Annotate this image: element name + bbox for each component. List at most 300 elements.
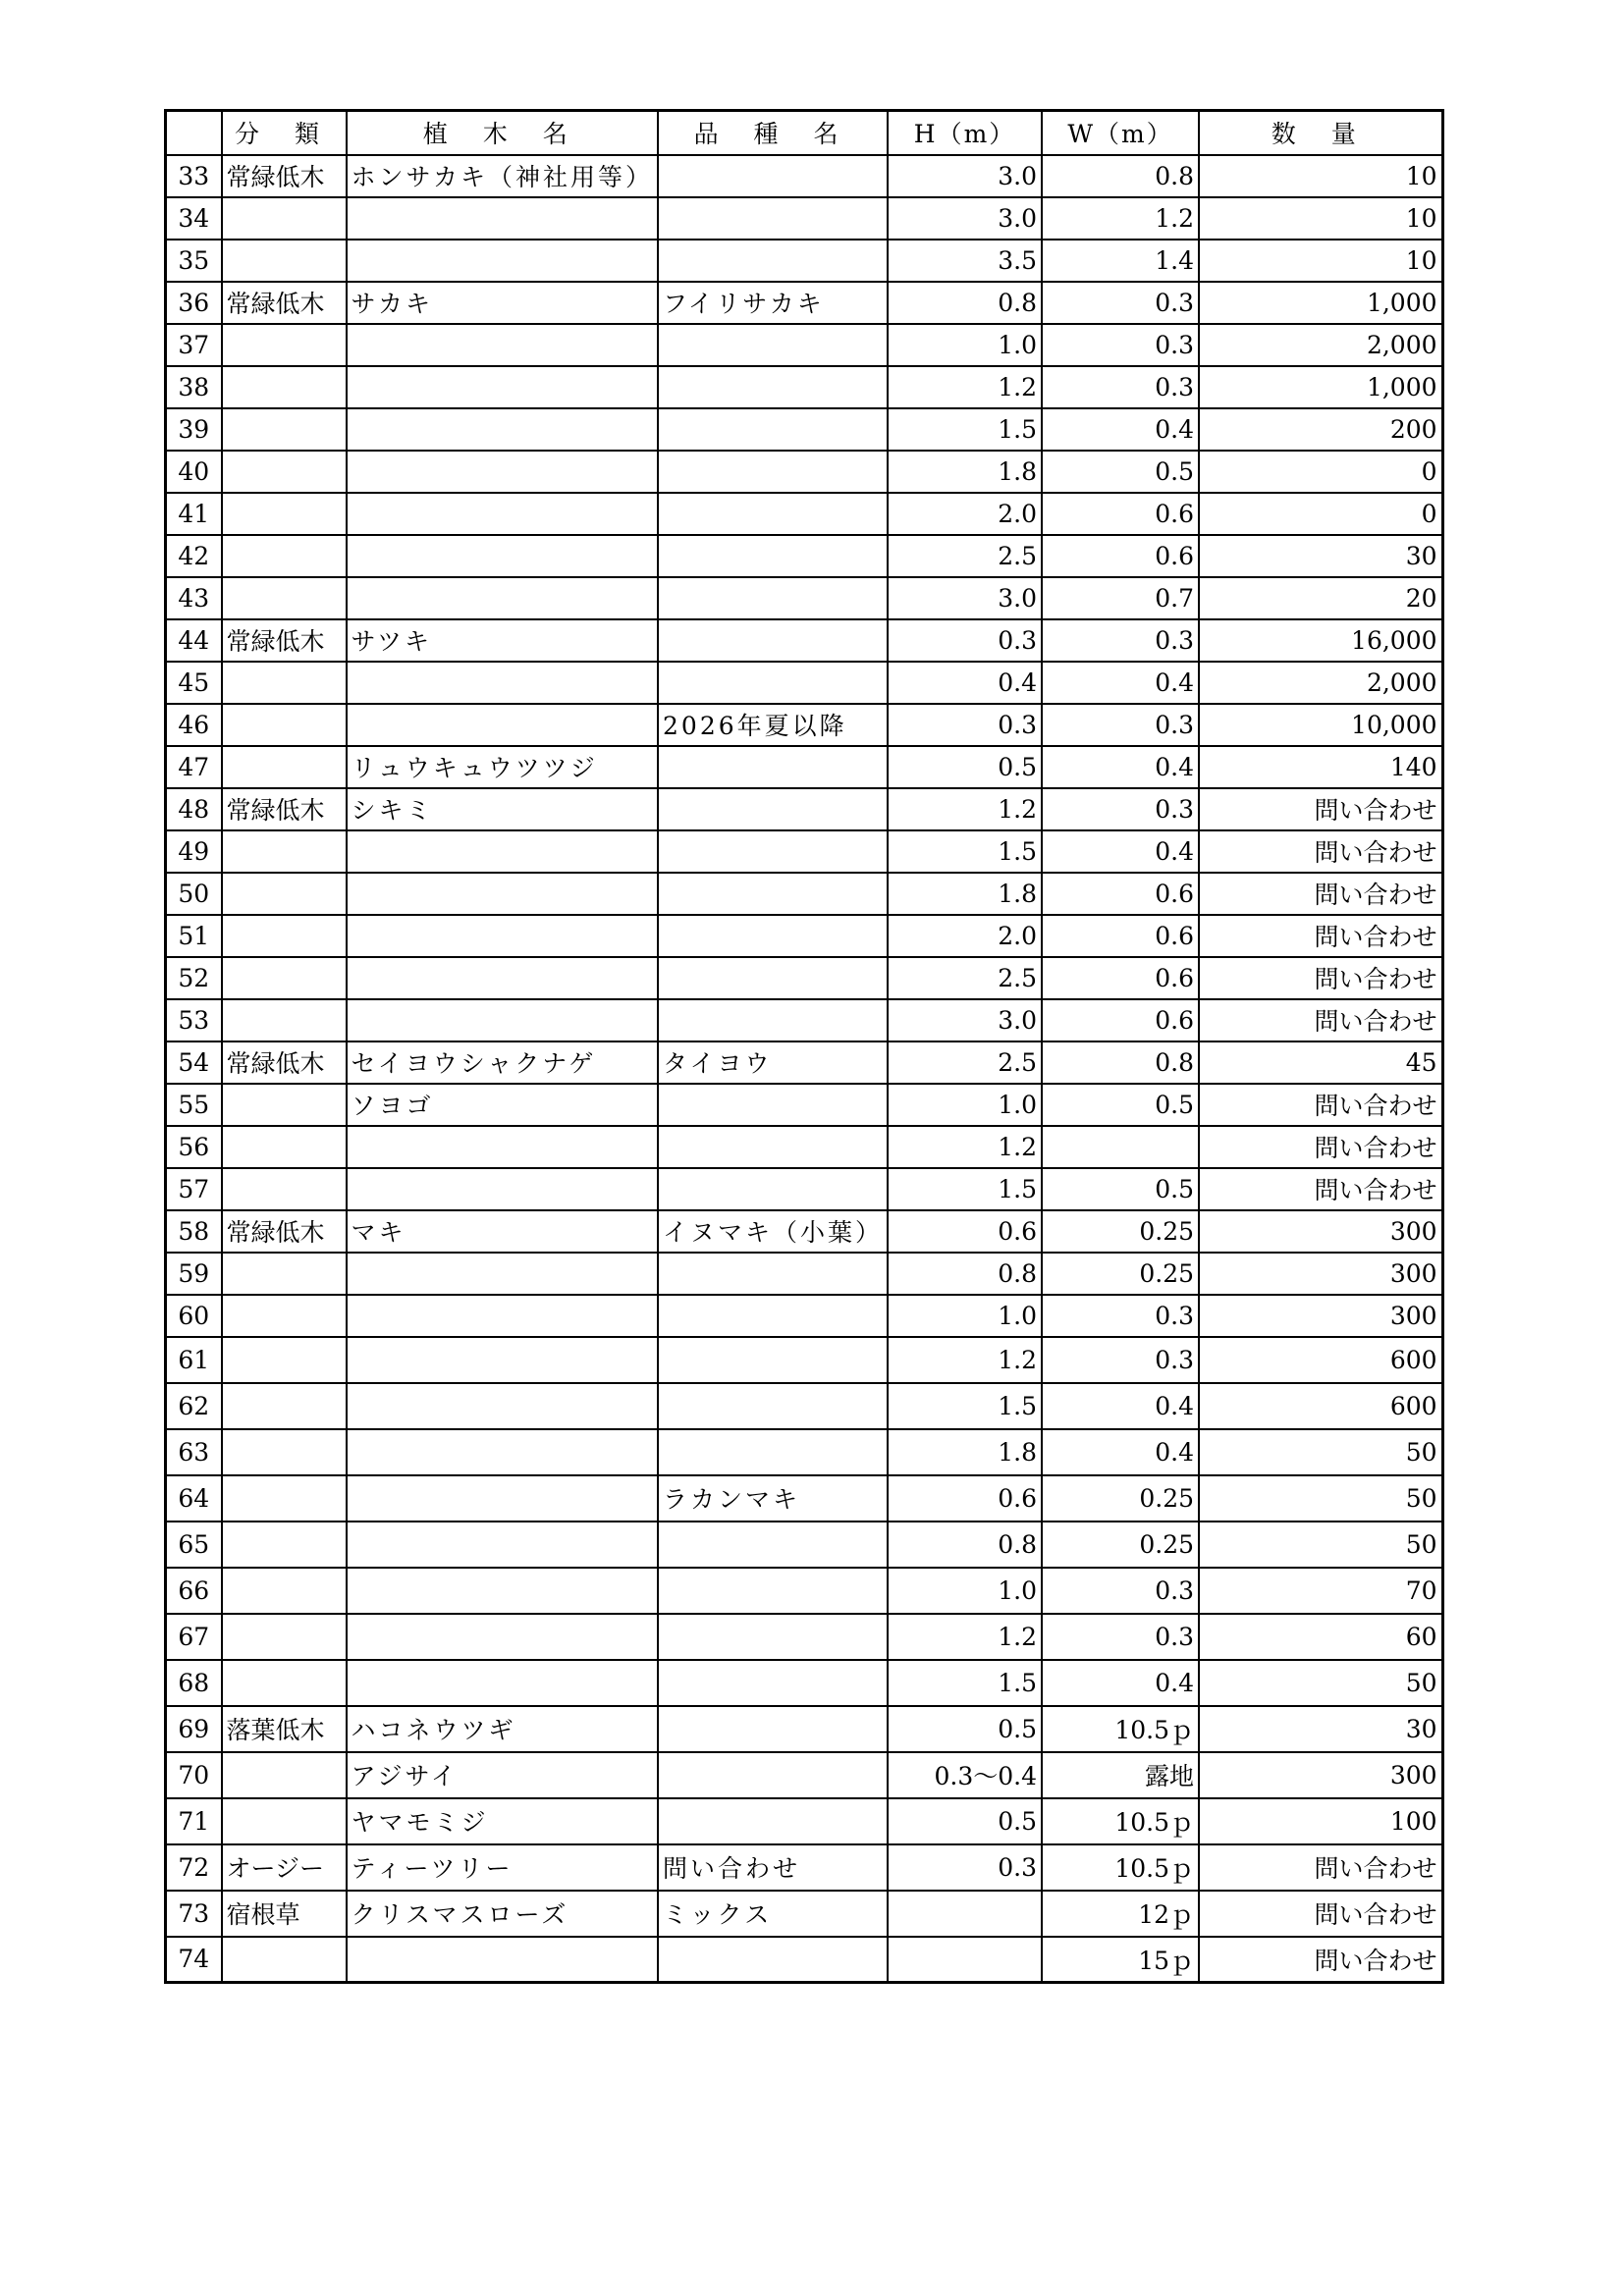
- quantity-cell: 50: [1199, 1522, 1442, 1568]
- width-cell: 0.5: [1042, 1168, 1199, 1210]
- variety-cell: [658, 746, 888, 788]
- plant-name-cell: [347, 366, 659, 408]
- plant-name-cell: リュウキュウツツジ: [347, 746, 659, 788]
- width-cell: 0.4: [1042, 830, 1199, 873]
- header-width: W（m）: [1042, 111, 1199, 155]
- variety-cell: [658, 915, 888, 957]
- height-cell: 1.8: [888, 451, 1042, 493]
- height-cell: 1.2: [888, 366, 1042, 408]
- row-number: 61: [166, 1337, 222, 1383]
- quantity-cell: 2,000: [1199, 662, 1442, 704]
- variety-cell: イヌマキ（小葉）: [658, 1210, 888, 1253]
- table-row: [166, 619, 1443, 662]
- plant-name-cell: [347, 240, 659, 282]
- plant-name-cell: [347, 1253, 659, 1295]
- height-cell: 0.5: [888, 1798, 1042, 1844]
- row-number: 45: [166, 662, 222, 704]
- plant-name-cell: [347, 873, 659, 915]
- category-cell: [222, 1568, 347, 1614]
- table-row: [166, 830, 1443, 873]
- category-cell: [222, 451, 347, 493]
- width-cell: 10.5ｐ: [1042, 1706, 1199, 1752]
- quantity-cell: 50: [1199, 1660, 1442, 1706]
- quantity-cell: 問い合わせ: [1199, 1891, 1442, 1937]
- quantity-cell: 問い合わせ: [1199, 1084, 1442, 1126]
- category-cell: [222, 1295, 347, 1337]
- category-cell: 常緑低木: [222, 155, 347, 197]
- quantity-cell: 70: [1199, 1568, 1442, 1614]
- category-cell: [222, 746, 347, 788]
- row-number: 40: [166, 451, 222, 493]
- plant-name-cell: ソヨゴ: [347, 1084, 659, 1126]
- height-cell: 1.0: [888, 1295, 1042, 1337]
- table-row: [166, 1295, 1443, 1337]
- width-cell: 0.3: [1042, 366, 1199, 408]
- width-cell: 0.3: [1042, 788, 1199, 830]
- height-cell: 1.0: [888, 1084, 1042, 1126]
- table-row: [166, 535, 1443, 577]
- plant-name-cell: サツキ: [347, 619, 659, 662]
- category-cell: [222, 1383, 347, 1429]
- header-plant-name: 植 木 名: [347, 111, 659, 155]
- width-cell: 10.5ｐ: [1042, 1798, 1199, 1844]
- table-row: [166, 155, 1443, 197]
- row-number: 58: [166, 1210, 222, 1253]
- category-cell: 常緑低木: [222, 619, 347, 662]
- variety-cell: [658, 535, 888, 577]
- row-number: 48: [166, 788, 222, 830]
- row-number: 68: [166, 1660, 222, 1706]
- category-cell: [222, 662, 347, 704]
- plant-name-cell: [347, 1660, 659, 1706]
- width-cell: 0.4: [1042, 1383, 1199, 1429]
- variety-cell: [658, 240, 888, 282]
- plant-name-cell: [347, 1614, 659, 1660]
- height-cell: 0.4: [888, 662, 1042, 704]
- plant-name-cell: [347, 1568, 659, 1614]
- quantity-cell: 問い合わせ: [1199, 830, 1442, 873]
- variety-cell: [658, 957, 888, 999]
- variety-cell: [658, 451, 888, 493]
- quantity-cell: 200: [1199, 408, 1442, 451]
- width-cell: 0.3: [1042, 1568, 1199, 1614]
- variety-cell: [658, 1568, 888, 1614]
- table-row: [166, 1660, 1443, 1706]
- height-cell: 3.0: [888, 577, 1042, 619]
- row-number: 53: [166, 999, 222, 1041]
- table-row: [166, 957, 1443, 999]
- plant-name-cell: [347, 1429, 659, 1475]
- table-row: [166, 1429, 1443, 1475]
- height-cell: 0.8: [888, 1253, 1042, 1295]
- table-row: [166, 788, 1443, 830]
- width-cell: 0.8: [1042, 155, 1199, 197]
- width-cell: 0.3: [1042, 1295, 1199, 1337]
- variety-cell: [658, 1126, 888, 1168]
- plant-name-cell: [347, 915, 659, 957]
- category-cell: [222, 999, 347, 1041]
- quantity-cell: 20: [1199, 577, 1442, 619]
- width-cell: 露地: [1042, 1752, 1199, 1798]
- row-number: 57: [166, 1168, 222, 1210]
- table-row: [166, 873, 1443, 915]
- category-cell: [222, 408, 347, 451]
- variety-cell: [658, 1798, 888, 1844]
- quantity-cell: 50: [1199, 1475, 1442, 1522]
- category-cell: [222, 1168, 347, 1210]
- height-cell: [888, 1937, 1042, 1983]
- table-row: [166, 915, 1443, 957]
- row-number: 36: [166, 282, 222, 324]
- plant-name-cell: [347, 493, 659, 535]
- height-cell: 0.6: [888, 1210, 1042, 1253]
- variety-cell: [658, 324, 888, 366]
- width-cell: 1.2: [1042, 197, 1199, 240]
- row-number: 74: [166, 1937, 222, 1983]
- height-cell: 0.3: [888, 704, 1042, 746]
- height-cell: 1.2: [888, 1337, 1042, 1383]
- table-row: [166, 1706, 1443, 1752]
- table-row: [166, 408, 1443, 451]
- width-cell: 0.25: [1042, 1210, 1199, 1253]
- row-number: 73: [166, 1891, 222, 1937]
- category-cell: [222, 830, 347, 873]
- variety-cell: [658, 830, 888, 873]
- width-cell: 0.7: [1042, 577, 1199, 619]
- row-number: 37: [166, 324, 222, 366]
- variety-cell: [658, 1706, 888, 1752]
- quantity-cell: 問い合わせ: [1199, 915, 1442, 957]
- table-row: [166, 493, 1443, 535]
- category-cell: [222, 535, 347, 577]
- variety-cell: 問い合わせ: [658, 1844, 888, 1891]
- table-row: [166, 324, 1443, 366]
- width-cell: 15ｐ: [1042, 1937, 1199, 1983]
- category-cell: [222, 366, 347, 408]
- height-cell: 3.0: [888, 197, 1042, 240]
- quantity-cell: 問い合わせ: [1199, 999, 1442, 1041]
- category-cell: [222, 1798, 347, 1844]
- table-row: [166, 1937, 1443, 1983]
- width-cell: 0.6: [1042, 999, 1199, 1041]
- height-cell: 2.5: [888, 535, 1042, 577]
- height-cell: 0.3: [888, 619, 1042, 662]
- quantity-cell: 600: [1199, 1337, 1442, 1383]
- header-category: 分 類: [222, 111, 347, 155]
- table-row: [166, 1568, 1443, 1614]
- quantity-cell: 600: [1199, 1383, 1442, 1429]
- category-cell: 常緑低木: [222, 282, 347, 324]
- row-number: 69: [166, 1706, 222, 1752]
- variety-cell: [658, 1614, 888, 1660]
- variety-cell: [658, 1084, 888, 1126]
- row-number: 35: [166, 240, 222, 282]
- row-number: 64: [166, 1475, 222, 1522]
- plant-name-cell: [347, 1126, 659, 1168]
- table-row: [166, 1253, 1443, 1295]
- table-body: [166, 155, 1443, 1983]
- quantity-cell: 10,000: [1199, 704, 1442, 746]
- quantity-cell: 300: [1199, 1295, 1442, 1337]
- variety-cell: [658, 788, 888, 830]
- variety-cell: [658, 1383, 888, 1429]
- width-cell: 0.4: [1042, 408, 1199, 451]
- quantity-cell: 45: [1199, 1041, 1442, 1084]
- row-number: 66: [166, 1568, 222, 1614]
- quantity-cell: 問い合わせ: [1199, 1937, 1442, 1983]
- plant-name-cell: [347, 1383, 659, 1429]
- variety-cell: [658, 155, 888, 197]
- plant-name-cell: [347, 1937, 659, 1983]
- category-cell: [222, 493, 347, 535]
- row-number: 71: [166, 1798, 222, 1844]
- row-number: 50: [166, 873, 222, 915]
- plant-name-cell: [347, 662, 659, 704]
- table-row: [166, 1041, 1443, 1084]
- height-cell: 0.6: [888, 1475, 1042, 1522]
- quantity-cell: 30: [1199, 1706, 1442, 1752]
- category-cell: 常緑低木: [222, 1210, 347, 1253]
- category-cell: [222, 1253, 347, 1295]
- plant-name-cell: [347, 704, 659, 746]
- variety-cell: [658, 366, 888, 408]
- height-cell: 0.3: [888, 1844, 1042, 1891]
- quantity-cell: 16,000: [1199, 619, 1442, 662]
- table-row: [166, 451, 1443, 493]
- header-row: [166, 111, 1443, 155]
- height-cell: 0.3～0.4: [888, 1752, 1042, 1798]
- table-row: [166, 1126, 1443, 1168]
- width-cell: [1042, 1126, 1199, 1168]
- quantity-cell: 140: [1199, 746, 1442, 788]
- row-number: 72: [166, 1844, 222, 1891]
- category-cell: 落葉低木: [222, 1706, 347, 1752]
- row-number: 63: [166, 1429, 222, 1475]
- category-cell: オージー: [222, 1844, 347, 1891]
- variety-cell: [658, 1429, 888, 1475]
- width-cell: 0.3: [1042, 704, 1199, 746]
- category-cell: [222, 957, 347, 999]
- quantity-cell: 1,000: [1199, 366, 1442, 408]
- table-row: [166, 1084, 1443, 1126]
- variety-cell: [658, 1937, 888, 1983]
- height-cell: 3.0: [888, 999, 1042, 1041]
- row-number: 65: [166, 1522, 222, 1568]
- quantity-cell: 10: [1199, 240, 1442, 282]
- category-cell: [222, 1084, 347, 1126]
- width-cell: 0.8: [1042, 1041, 1199, 1084]
- width-cell: 0.5: [1042, 1084, 1199, 1126]
- width-cell: 0.6: [1042, 493, 1199, 535]
- category-cell: [222, 873, 347, 915]
- plant-name-cell: シキミ: [347, 788, 659, 830]
- variety-cell: [658, 1337, 888, 1383]
- table-row: [166, 1752, 1443, 1798]
- variety-cell: [658, 1752, 888, 1798]
- row-number: 34: [166, 197, 222, 240]
- height-cell: 1.0: [888, 1568, 1042, 1614]
- quantity-cell: 100: [1199, 1798, 1442, 1844]
- height-cell: 0.5: [888, 746, 1042, 788]
- height-cell: 1.2: [888, 788, 1042, 830]
- row-number: 38: [166, 366, 222, 408]
- table-row: [166, 999, 1443, 1041]
- width-cell: 0.4: [1042, 746, 1199, 788]
- plant-name-cell: [347, 1475, 659, 1522]
- table-row: [166, 1844, 1443, 1891]
- variety-cell: [658, 1253, 888, 1295]
- quantity-cell: 2,000: [1199, 324, 1442, 366]
- quantity-cell: 1,000: [1199, 282, 1442, 324]
- plant-name-cell: ティーツリー: [347, 1844, 659, 1891]
- plant-name-cell: [347, 1337, 659, 1383]
- height-cell: 0.8: [888, 1522, 1042, 1568]
- category-cell: [222, 1126, 347, 1168]
- plant-name-cell: [347, 1522, 659, 1568]
- row-number: 54: [166, 1041, 222, 1084]
- variety-cell: [658, 999, 888, 1041]
- height-cell: 1.2: [888, 1126, 1042, 1168]
- row-number: 42: [166, 535, 222, 577]
- table-row: [166, 1210, 1443, 1253]
- table-row: [166, 240, 1443, 282]
- category-cell: [222, 1614, 347, 1660]
- height-cell: 1.5: [888, 1660, 1042, 1706]
- width-cell: 0.3: [1042, 1337, 1199, 1383]
- row-number: 52: [166, 957, 222, 999]
- quantity-cell: 300: [1199, 1253, 1442, 1295]
- width-cell: 0.4: [1042, 1429, 1199, 1475]
- width-cell: 0.3: [1042, 324, 1199, 366]
- row-number: 67: [166, 1614, 222, 1660]
- height-cell: 2.0: [888, 493, 1042, 535]
- plant-name-cell: [347, 957, 659, 999]
- plant-inventory-table: [164, 109, 1444, 1984]
- row-number: 33: [166, 155, 222, 197]
- plant-name-cell: [347, 1295, 659, 1337]
- category-cell: [222, 1337, 347, 1383]
- category-cell: 宿根草: [222, 1891, 347, 1937]
- width-cell: 0.4: [1042, 1660, 1199, 1706]
- header-quantity: 数 量: [1199, 111, 1442, 155]
- plant-name-cell: [347, 1168, 659, 1210]
- table-row: [166, 1522, 1443, 1568]
- table-row: [166, 704, 1443, 746]
- category-cell: [222, 704, 347, 746]
- row-number: 39: [166, 408, 222, 451]
- quantity-cell: 0: [1199, 493, 1442, 535]
- height-cell: 1.5: [888, 830, 1042, 873]
- table-row: [166, 746, 1443, 788]
- variety-cell: フイリサカキ: [658, 282, 888, 324]
- plant-name-cell: [347, 408, 659, 451]
- header-variety: 品 種 名: [658, 111, 888, 155]
- width-cell: 1.4: [1042, 240, 1199, 282]
- variety-cell: [658, 197, 888, 240]
- plant-name-cell: [347, 577, 659, 619]
- category-cell: [222, 197, 347, 240]
- height-cell: 1.5: [888, 1168, 1042, 1210]
- table-row: [166, 1798, 1443, 1844]
- row-number: 60: [166, 1295, 222, 1337]
- width-cell: 0.3: [1042, 1614, 1199, 1660]
- table-row: [166, 1337, 1443, 1383]
- table-row: [166, 282, 1443, 324]
- variety-cell: [658, 1522, 888, 1568]
- quantity-cell: 0: [1199, 451, 1442, 493]
- width-cell: 0.6: [1042, 915, 1199, 957]
- row-number: 43: [166, 577, 222, 619]
- row-number: 62: [166, 1383, 222, 1429]
- quantity-cell: 問い合わせ: [1199, 788, 1442, 830]
- width-cell: 0.25: [1042, 1522, 1199, 1568]
- height-cell: 2.0: [888, 915, 1042, 957]
- plant-name-cell: [347, 999, 659, 1041]
- row-number: 56: [166, 1126, 222, 1168]
- category-cell: [222, 1937, 347, 1983]
- height-cell: 0.5: [888, 1706, 1042, 1752]
- height-cell: 1.5: [888, 408, 1042, 451]
- category-cell: [222, 1475, 347, 1522]
- category-cell: [222, 1429, 347, 1475]
- category-cell: [222, 240, 347, 282]
- category-cell: [222, 915, 347, 957]
- table-row: [166, 1475, 1443, 1522]
- variety-cell: [658, 873, 888, 915]
- width-cell: 0.6: [1042, 535, 1199, 577]
- width-cell: 0.5: [1042, 451, 1199, 493]
- variety-cell: ラカンマキ: [658, 1475, 888, 1522]
- category-cell: [222, 324, 347, 366]
- width-cell: 0.4: [1042, 662, 1199, 704]
- quantity-cell: 300: [1199, 1210, 1442, 1253]
- height-cell: 2.5: [888, 1041, 1042, 1084]
- plant-name-cell: アジサイ: [347, 1752, 659, 1798]
- variety-cell: ミックス: [658, 1891, 888, 1937]
- variety-cell: [658, 1168, 888, 1210]
- plant-name-cell: [347, 830, 659, 873]
- height-cell: 3.5: [888, 240, 1042, 282]
- plant-name-cell: ヤマモミジ: [347, 1798, 659, 1844]
- category-cell: [222, 577, 347, 619]
- category-cell: 常緑低木: [222, 788, 347, 830]
- row-number: 46: [166, 704, 222, 746]
- table-row: [166, 366, 1443, 408]
- plant-name-cell: マキ: [347, 1210, 659, 1253]
- plant-name-cell: クリスマスローズ: [347, 1891, 659, 1937]
- variety-cell: 2026年夏以降: [658, 704, 888, 746]
- height-cell: 1.2: [888, 1614, 1042, 1660]
- variety-cell: タイヨウ: [658, 1041, 888, 1084]
- table-row: [166, 1891, 1443, 1937]
- variety-cell: [658, 619, 888, 662]
- category-cell: [222, 1660, 347, 1706]
- quantity-cell: 10: [1199, 197, 1442, 240]
- row-number: 49: [166, 830, 222, 873]
- row-number: 44: [166, 619, 222, 662]
- plant-name-cell: セイヨウシャクナゲ: [347, 1041, 659, 1084]
- width-cell: 10.5ｐ: [1042, 1844, 1199, 1891]
- quantity-cell: 問い合わせ: [1199, 1126, 1442, 1168]
- variety-cell: [658, 1660, 888, 1706]
- quantity-cell: 300: [1199, 1752, 1442, 1798]
- table-row: [166, 1168, 1443, 1210]
- height-cell: 3.0: [888, 155, 1042, 197]
- category-cell: [222, 1752, 347, 1798]
- height-cell: 1.8: [888, 1429, 1042, 1475]
- table-row: [166, 577, 1443, 619]
- category-cell: 常緑低木: [222, 1041, 347, 1084]
